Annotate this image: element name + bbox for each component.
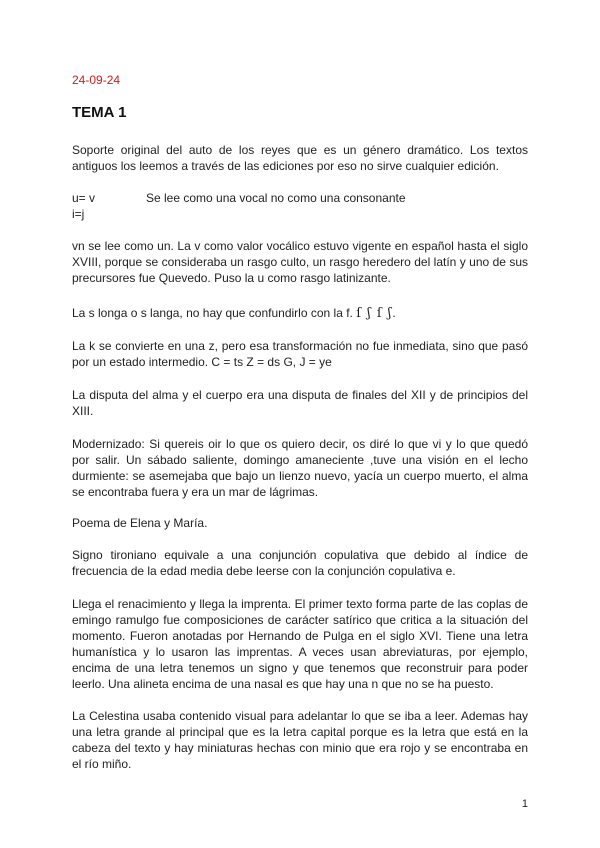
paragraph-9: Llega el renacimiento y llega la imprenta. El primer texto forma parte de las coplas de emingo ramulgo fue composiciones de carácter satírico que critica a la situación del momento. Fueron anotadas por Hernando de Pulga en el siglo XVI. Tiene una letra humanística y lo usaron las imprentas. A veces usan abreviaturas, por ejemplo, encima de una letra tenemos un signo y que tenemos que reconstruir para poder leerlo. Una alineta encima de una nasal es que hay una n que no se ha puesto.: [72, 597, 528, 691]
paragraph-3-text: La s longa o s langa, no hay que confundirlo con la f.: [72, 306, 353, 320]
date-heading: 24-09-24: [72, 73, 121, 87]
uv-equivalence-block: [72, 190, 528, 222]
paragraph-7: Poema de Elena y María.: [72, 516, 208, 530]
paragraph-8: Signo tironiano equivale a una conjunción copulativa que debido al índice de frecuencia de la edad media debe leerse con la conjunción copulativa e.: [72, 548, 528, 578]
uv-key: u= v: [72, 191, 96, 205]
paragraph-3-end: .: [392, 306, 396, 320]
page-number: 1: [521, 798, 528, 810]
paragraph-6: Modernizado: Si quereis oir lo que os quiero decir, os diré lo que vi y lo que quedó por salir. Un sábado saliente, domingo amaneciente ,tuve una visión en el lecho durmiente: se asemejaba que bajo un lienzo nuevo, yacía un cuerpo muerto, el alma se encontraba fuera y era un mar de lágrimas.: [72, 437, 528, 499]
paragraph-1: Soporte original del auto de los reyes que es un género dramático. Los textos antiguos los leemos a través de las ediciones por eso no sirve cualquier edición.: [72, 143, 528, 173]
paragraph-3: [72, 305, 528, 322]
paragraph-2: vn se lee como un. La v como valor vocálico estuvo vigente en español hasta el siglo XVIII, porque se consideraba un rasgo culto, un rasgo heredero del latín y uno de sus precursores fue Quevedo. Puso la u como rasgo latinizante.: [72, 239, 528, 285]
paragraph-4: La k se convierte en una z, pero esa transformación no fue inmediata, sino que pasó por un estado intermedio. C = ts Z = ds G, J = ye: [72, 339, 528, 369]
ij-key: i=j: [72, 207, 85, 221]
uv-row-2: [72, 206, 528, 222]
page-title: TEMA 1: [72, 104, 127, 121]
uv-value: Se lee como una vocal no como una consonante: [146, 191, 406, 205]
paragraph-5: La disputa del alma y el cuerpo era una disputa de finales del XII y de principios del XIII.: [72, 388, 528, 418]
paragraph-10: La Celestina usaba contenido visual para adelantar lo que se iba a leer. Ademas hay una letra grande al principal que es la letra capital porque es la letra que está en la cabeza del texto y hay miniaturas hechas con minio que era rojo y se encontraba en el río miño.: [72, 709, 528, 771]
uv-row-1: [72, 190, 528, 206]
long-s-glyphs: ſ ʃ ſ ʃ: [356, 306, 393, 321]
